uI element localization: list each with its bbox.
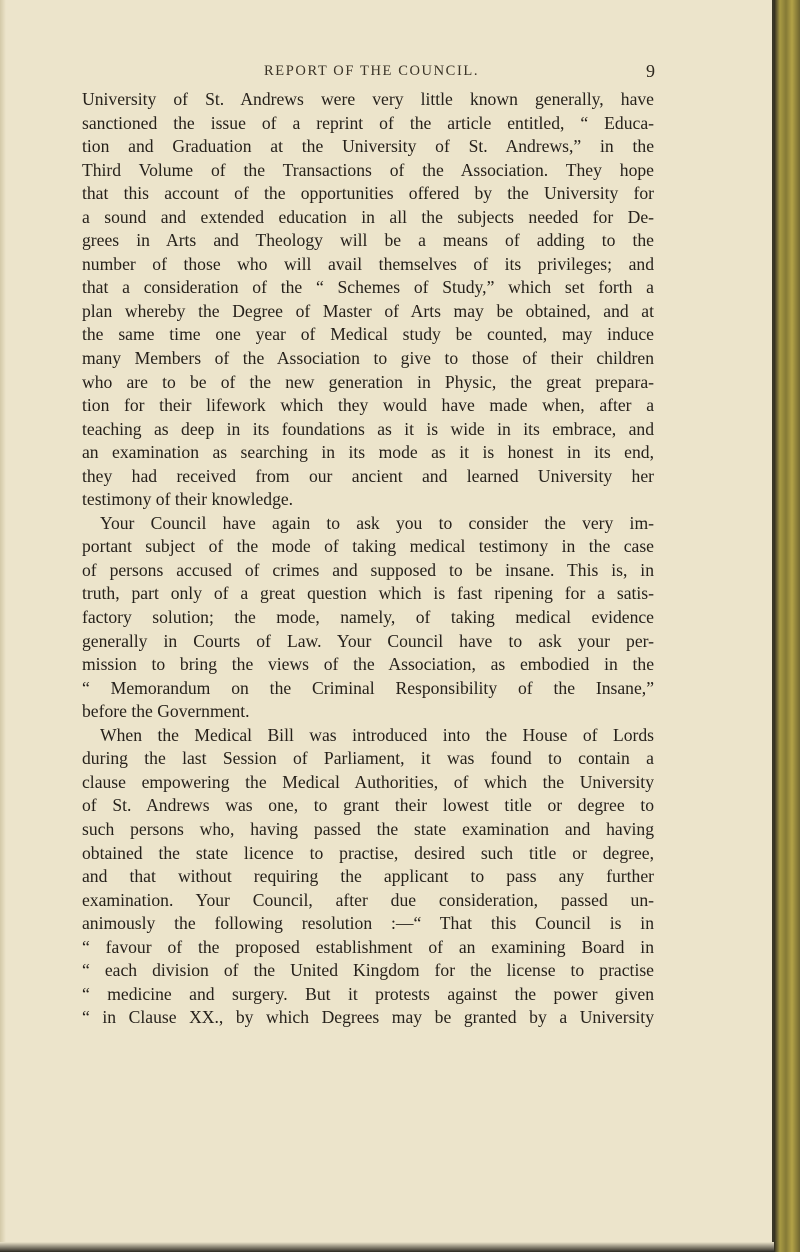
text-line: animously the following resolution :—“ That this Council is in bbox=[82, 913, 654, 934]
paragraph-1 bbox=[82, 88, 654, 512]
page-left-edge bbox=[0, 0, 6, 1252]
text-line: “ Memorandum on the Criminal Responsibility of the Insane,” bbox=[82, 677, 654, 698]
page-header bbox=[0, 60, 774, 84]
text-line: they had received from our ancient and learned University her bbox=[82, 465, 654, 486]
text-line: number of those who will avail themselves of its privileges; and bbox=[82, 253, 654, 274]
running-title: REPORT OF THE COUNCIL. bbox=[264, 63, 480, 79]
text-line: “ each division of the United Kingdom for the license to practise bbox=[82, 960, 654, 981]
text-line: plan whereby the Degree of Master of Arts may be obtained, and at bbox=[82, 300, 654, 321]
page-bottom-shadow bbox=[0, 1242, 774, 1252]
text-line: and that without requiring the applicant to pass any further bbox=[82, 866, 654, 887]
text-line: clause empowering the Medical Authorities, of which the University bbox=[82, 771, 654, 792]
text-line: University of St. Andrews were very little known generally, have bbox=[82, 89, 654, 109]
text-line: grees in Arts and Theology will be a means of adding to the bbox=[82, 230, 654, 251]
text-line: before the Government. bbox=[82, 701, 250, 722]
text-line: “ favour of the proposed establishment of an examining Board in bbox=[82, 936, 654, 957]
text-line: who are to be of the new generation in Physic, the great prepara- bbox=[82, 371, 654, 392]
paragraph-2 bbox=[82, 512, 654, 724]
paragraph-3 bbox=[82, 724, 654, 1030]
text-line: obtained the state licence to practise, desired such title or degree, bbox=[82, 842, 654, 863]
text-line: Third Volume of the Transactions of the Association. They hope bbox=[82, 159, 654, 180]
text-line: that this account of the opportunities offered by the University for bbox=[82, 183, 654, 204]
text-line: that a consideration of the “ Schemes of Study,” which set forth a bbox=[82, 277, 654, 298]
text-line: teaching as deep in its foundations as it is wide in its embrace, and bbox=[82, 418, 654, 439]
text-line: of St. Andrews was one, to grant their lowest title or degree to bbox=[82, 795, 654, 816]
text-line: mission to bring the views of the Association, as embodied in the bbox=[82, 654, 654, 675]
text-line: “ in Clause XX., by which Degrees may be granted by a University bbox=[82, 1007, 654, 1028]
text-line: such persons who, having passed the state examination and having bbox=[82, 818, 654, 839]
text-line: Your Council have again to ask you to consider the very im- bbox=[100, 512, 654, 533]
text-line: truth, part only of a great question which is fast ripening for a satis- bbox=[82, 583, 654, 604]
text-line: factory solution; the mode, namely, of taking medical evidence bbox=[82, 607, 654, 628]
text-line: generally in Courts of Law. Your Council have to ask your per- bbox=[82, 630, 654, 651]
body-text bbox=[82, 88, 654, 1030]
text-line: an examination as searching in its mode as it is honest in its end, bbox=[82, 442, 654, 463]
text-line: testimony of their knowledge. bbox=[82, 489, 294, 510]
text-line: “ medicine and surgery. But it protests against the power given bbox=[82, 983, 654, 1004]
text-line: many Members of the Association to give to those of their children bbox=[82, 348, 654, 369]
text-line: tion for their lifework which they would have made when, after a bbox=[82, 395, 654, 416]
page-number: 9 bbox=[646, 61, 655, 81]
text-line: a sound and extended education in all the subjects needed for De- bbox=[82, 206, 654, 227]
text-line: tion and Graduation at the University of St. Andrews,” in the bbox=[82, 136, 654, 157]
book-binding-edge bbox=[774, 0, 800, 1252]
text-line: sanctioned the issue of a reprint of the article entitled, “ Educa- bbox=[82, 112, 654, 133]
text-line: of persons accused of crimes and supposed to be insane. This is, in bbox=[82, 559, 654, 580]
text-line: portant subject of the mode of taking medical testimony in the case bbox=[82, 536, 654, 557]
text-line: examination. Your Council, after due consideration, passed un- bbox=[82, 889, 654, 910]
text-line: When the Medical Bill was introduced into the House of Lords bbox=[100, 724, 654, 745]
text-line: during the last Session of Parliament, it was found to contain a bbox=[82, 748, 654, 769]
text-line: the same time one year of Medical study be counted, may induce bbox=[82, 324, 654, 345]
